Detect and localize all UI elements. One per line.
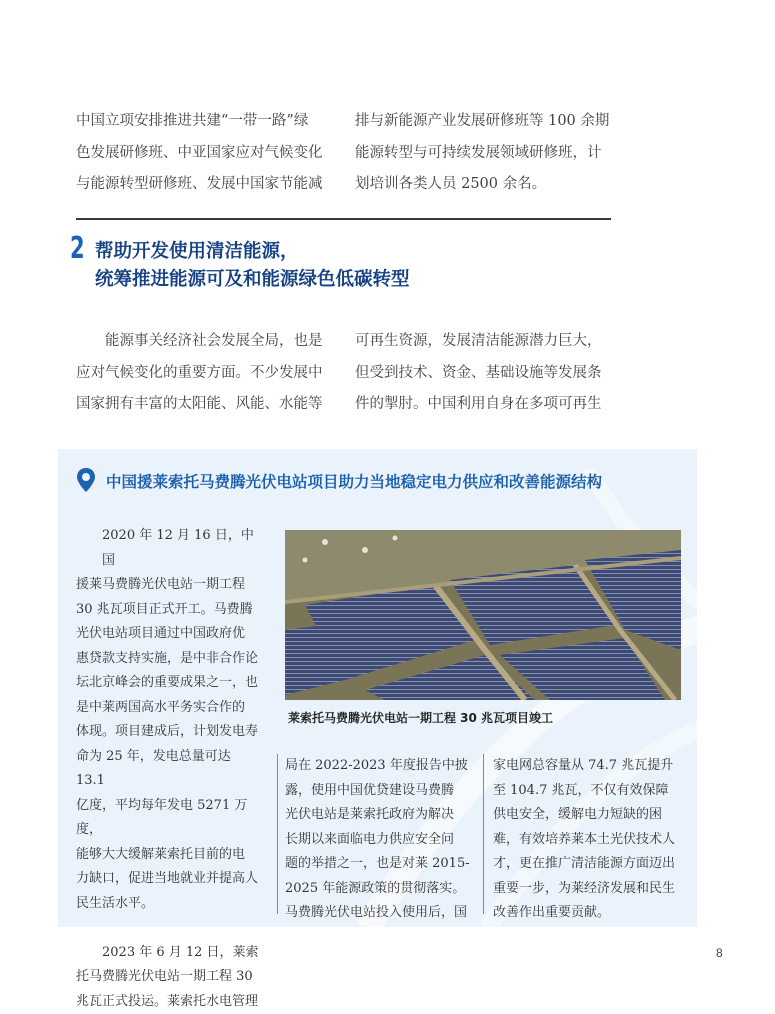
solar-plant-photo bbox=[285, 530, 681, 700]
text-line: 应对气候变化的重要方面。不少发展中 bbox=[76, 358, 336, 390]
text-line: 色发展研修班、中亚国家应对气候变化 bbox=[76, 138, 336, 170]
text-line: 重要一步，为莱经济发展和民生 bbox=[493, 877, 683, 902]
text-line: 坛北京峰会的重要成果之一，也 bbox=[76, 671, 262, 696]
case-study-col-3 bbox=[493, 754, 683, 926]
text-line: 体现。项目建成后，计划发电寿 bbox=[76, 720, 262, 745]
text-line: 供电安全，缓解电力短缺的困 bbox=[493, 803, 683, 828]
solar-panels-image bbox=[285, 530, 681, 700]
text-line: 可再生资源，发展清洁能源潜力巨大， bbox=[355, 326, 615, 358]
text-line: 援莱马费腾光伏电站一期工程 bbox=[76, 573, 262, 598]
text-line: 件的掣肘。中国利用自身在多项可再生 bbox=[355, 389, 615, 421]
page-number: 8 bbox=[716, 946, 723, 960]
text-line: 中国立项安排推进共建“一带一路”绿 bbox=[76, 106, 336, 138]
text-line: 惠贷款支持实施，是中非合作论 bbox=[76, 647, 262, 672]
section-divider bbox=[76, 218, 611, 220]
text-line: 长期以来面临电力供应安全问 bbox=[285, 828, 475, 853]
text-line: 但受到技术、资金、基础设施等发展条 bbox=[355, 358, 615, 390]
text-line: 局在 2022-2023 年度报告中披 bbox=[285, 754, 475, 779]
text-line: 国家拥有丰富的太阳能、风能、水能等 bbox=[76, 389, 336, 421]
text-line: 题的举措之一，也是对莱 2015- bbox=[285, 852, 475, 877]
section-title-line: 统筹推进能源可及和能源绿色低碳转型 bbox=[95, 266, 410, 294]
text-line: 光伏电站是莱索托政府为解决 bbox=[285, 803, 475, 828]
section-title-line: 帮助开发使用清洁能源， bbox=[95, 238, 410, 266]
text-line: 是中莱两国高水平务实合作的 bbox=[76, 696, 262, 721]
location-pin-icon bbox=[76, 467, 96, 493]
text-line: 兆瓦正式投运。莱索托水电管理 bbox=[76, 990, 262, 1014]
text-line: 2023 年 6 月 12 日，莱索 bbox=[76, 941, 262, 966]
text-line: 命为 25 年，发电总量可达 13.1 bbox=[76, 745, 262, 794]
text-line: 马费腾光伏电站投入使用后，国 bbox=[285, 901, 475, 926]
text-line: 托马费腾光伏电站一期工程 30 bbox=[76, 965, 262, 990]
text-line: 30 兆瓦项目正式开工。马费腾 bbox=[76, 598, 262, 623]
text-line: 力缺口，促进当地就业并提高人 bbox=[76, 867, 262, 892]
mid-paragraph-right bbox=[355, 326, 615, 421]
top-paragraph-left bbox=[76, 106, 336, 201]
section-number: 2 bbox=[70, 234, 85, 264]
photo-caption: 莱索托马费腾光伏电站一期工程 30 兆瓦项目竣工 bbox=[288, 708, 553, 728]
mid-paragraph-left bbox=[76, 326, 336, 421]
text-line: 划培训各类人员 2500 余名。 bbox=[355, 169, 615, 201]
section-title bbox=[95, 238, 410, 294]
text-line: 家电网总容量从 74.7 兆瓦提升 bbox=[493, 754, 683, 779]
text-line: 与能源转型研修班、发展中国家节能减 bbox=[76, 169, 336, 201]
text-line: 亿度，平均每年发电 5271 万度， bbox=[76, 794, 262, 843]
case-study-title: 中国援莱索托马费腾光伏电站项目助力当地稳定电力供应和改善能源结构 bbox=[106, 470, 602, 494]
column-separator bbox=[483, 754, 484, 914]
top-paragraph-right bbox=[355, 106, 615, 201]
text-line: 能源事关经济社会发展全局，也是 bbox=[76, 326, 336, 358]
case-study-col-2 bbox=[285, 754, 475, 926]
text-line: 排与新能源产业发展研修班等 100 余期 bbox=[355, 106, 615, 138]
text-line: 改善作出重要贡献。 bbox=[493, 901, 683, 926]
text-line: 露，使用中国优贷建设马费腾 bbox=[285, 779, 475, 804]
text-line: 能够大大缓解莱索托目前的电 bbox=[76, 843, 262, 868]
case-study-col-1 bbox=[76, 524, 262, 1014]
text-line: 2025 年能源政策的贯彻落实。 bbox=[285, 877, 475, 902]
text-line: 光伏电站项目通过中国政府优 bbox=[76, 622, 262, 647]
text-line bbox=[76, 916, 262, 941]
text-line: 2020 年 12 月 16 日，中国 bbox=[76, 524, 262, 573]
text-line: 难，有效培养莱本土光伏技术人 bbox=[493, 828, 683, 853]
text-line: 民生活水平。 bbox=[76, 892, 262, 917]
text-line: 才，更在推广清洁能源方面迈出 bbox=[493, 852, 683, 877]
text-line: 能源转型与可持续发展领域研修班，计 bbox=[355, 138, 615, 170]
column-separator bbox=[277, 754, 278, 914]
text-line: 至 104.7 兆瓦，不仅有效保障 bbox=[493, 779, 683, 804]
